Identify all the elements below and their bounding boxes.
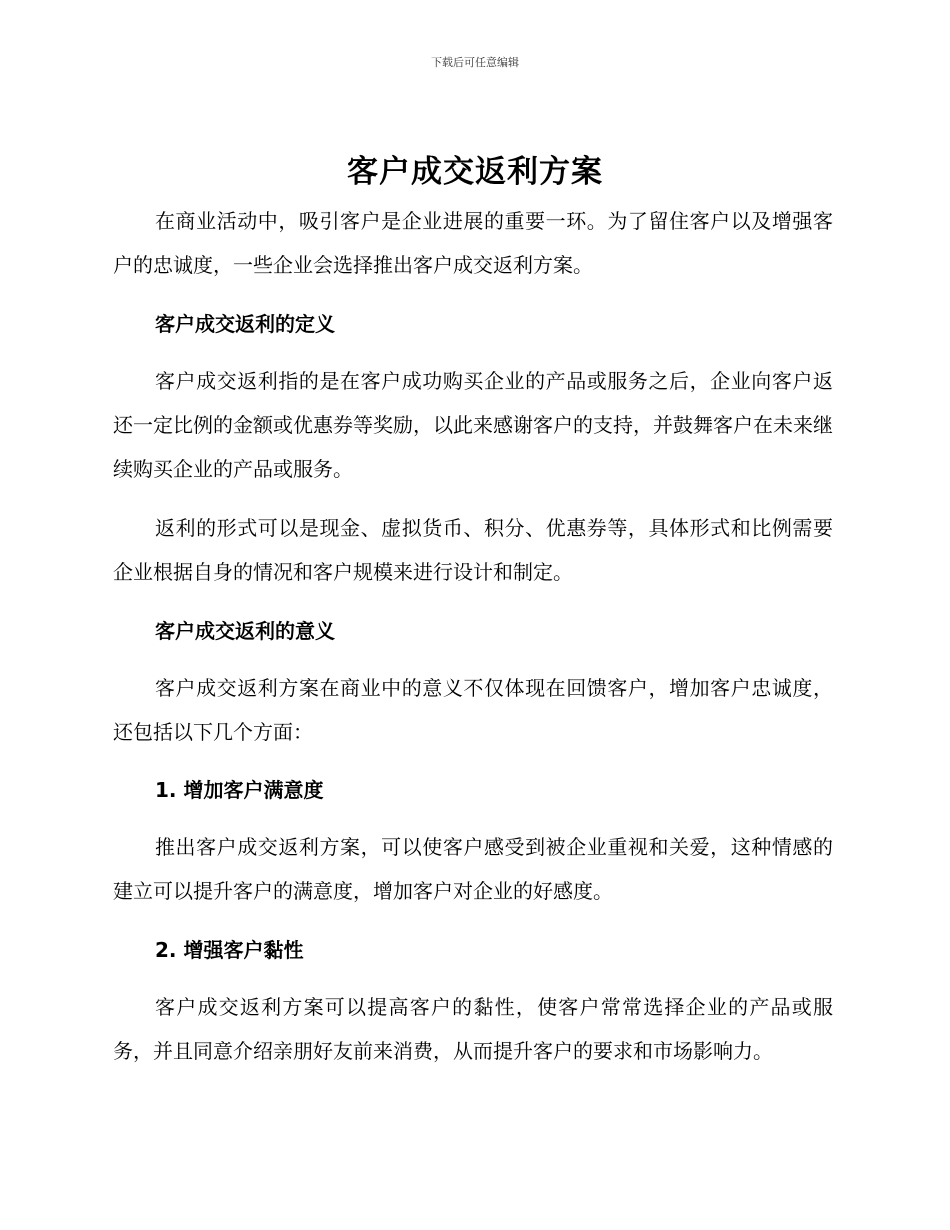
intro-paragraph: 在商业活动中，吸引客户是企业进展的重要一环。为了留住客户以及增强客户的忠诚度，一些企业会选择推出客户成交返利方案。 bbox=[113, 209, 833, 277]
definition-paragraph-1: 客户成交返利指的是在客户成功购买企业的产品或服务之后，企业向客户返还一定比例的金额或优惠券等奖励，以此来感谢客户的支持，并鼓舞客户在未来继续购买企业的产品或服务。 bbox=[113, 369, 833, 481]
subheading-satisfaction: 1. 增加客户满意度 bbox=[155, 778, 324, 802]
subheading-stickiness: 2. 增强客户黏性 bbox=[155, 938, 304, 962]
section-heading-meaning: 客户成交返利的意义 bbox=[155, 619, 335, 643]
satisfaction-paragraph: 推出客户成交返利方案，可以使客户感受到被企业重视和关爱，这种情感的建立可以提升客户的满意度，增加客户对企业的好感度。 bbox=[113, 835, 833, 903]
meaning-intro-paragraph: 客户成交返利方案在商业中的意义不仅体现在回馈客户，增加客户忠诚度，还包括以下几个方面： bbox=[113, 676, 833, 744]
stickiness-paragraph: 客户成交返利方案可以提高客户的黏性，使客户常常选择企业的产品或服务，并且同意介绍亲朋好友前来消费，从而提升客户的要求和市场影响力。 bbox=[113, 995, 833, 1063]
definition-paragraph-2: 返利的形式可以是现金、虚拟货币、积分、优惠券等，具体形式和比例需要企业根据自身的情况和客户规模来进行设计和制定。 bbox=[113, 516, 833, 584]
header-note: 下载后可任意编辑 bbox=[431, 56, 519, 69]
section-heading-definition: 客户成交返利的定义 bbox=[155, 312, 335, 336]
document-title: 客户成交返利方案 bbox=[347, 154, 603, 190]
